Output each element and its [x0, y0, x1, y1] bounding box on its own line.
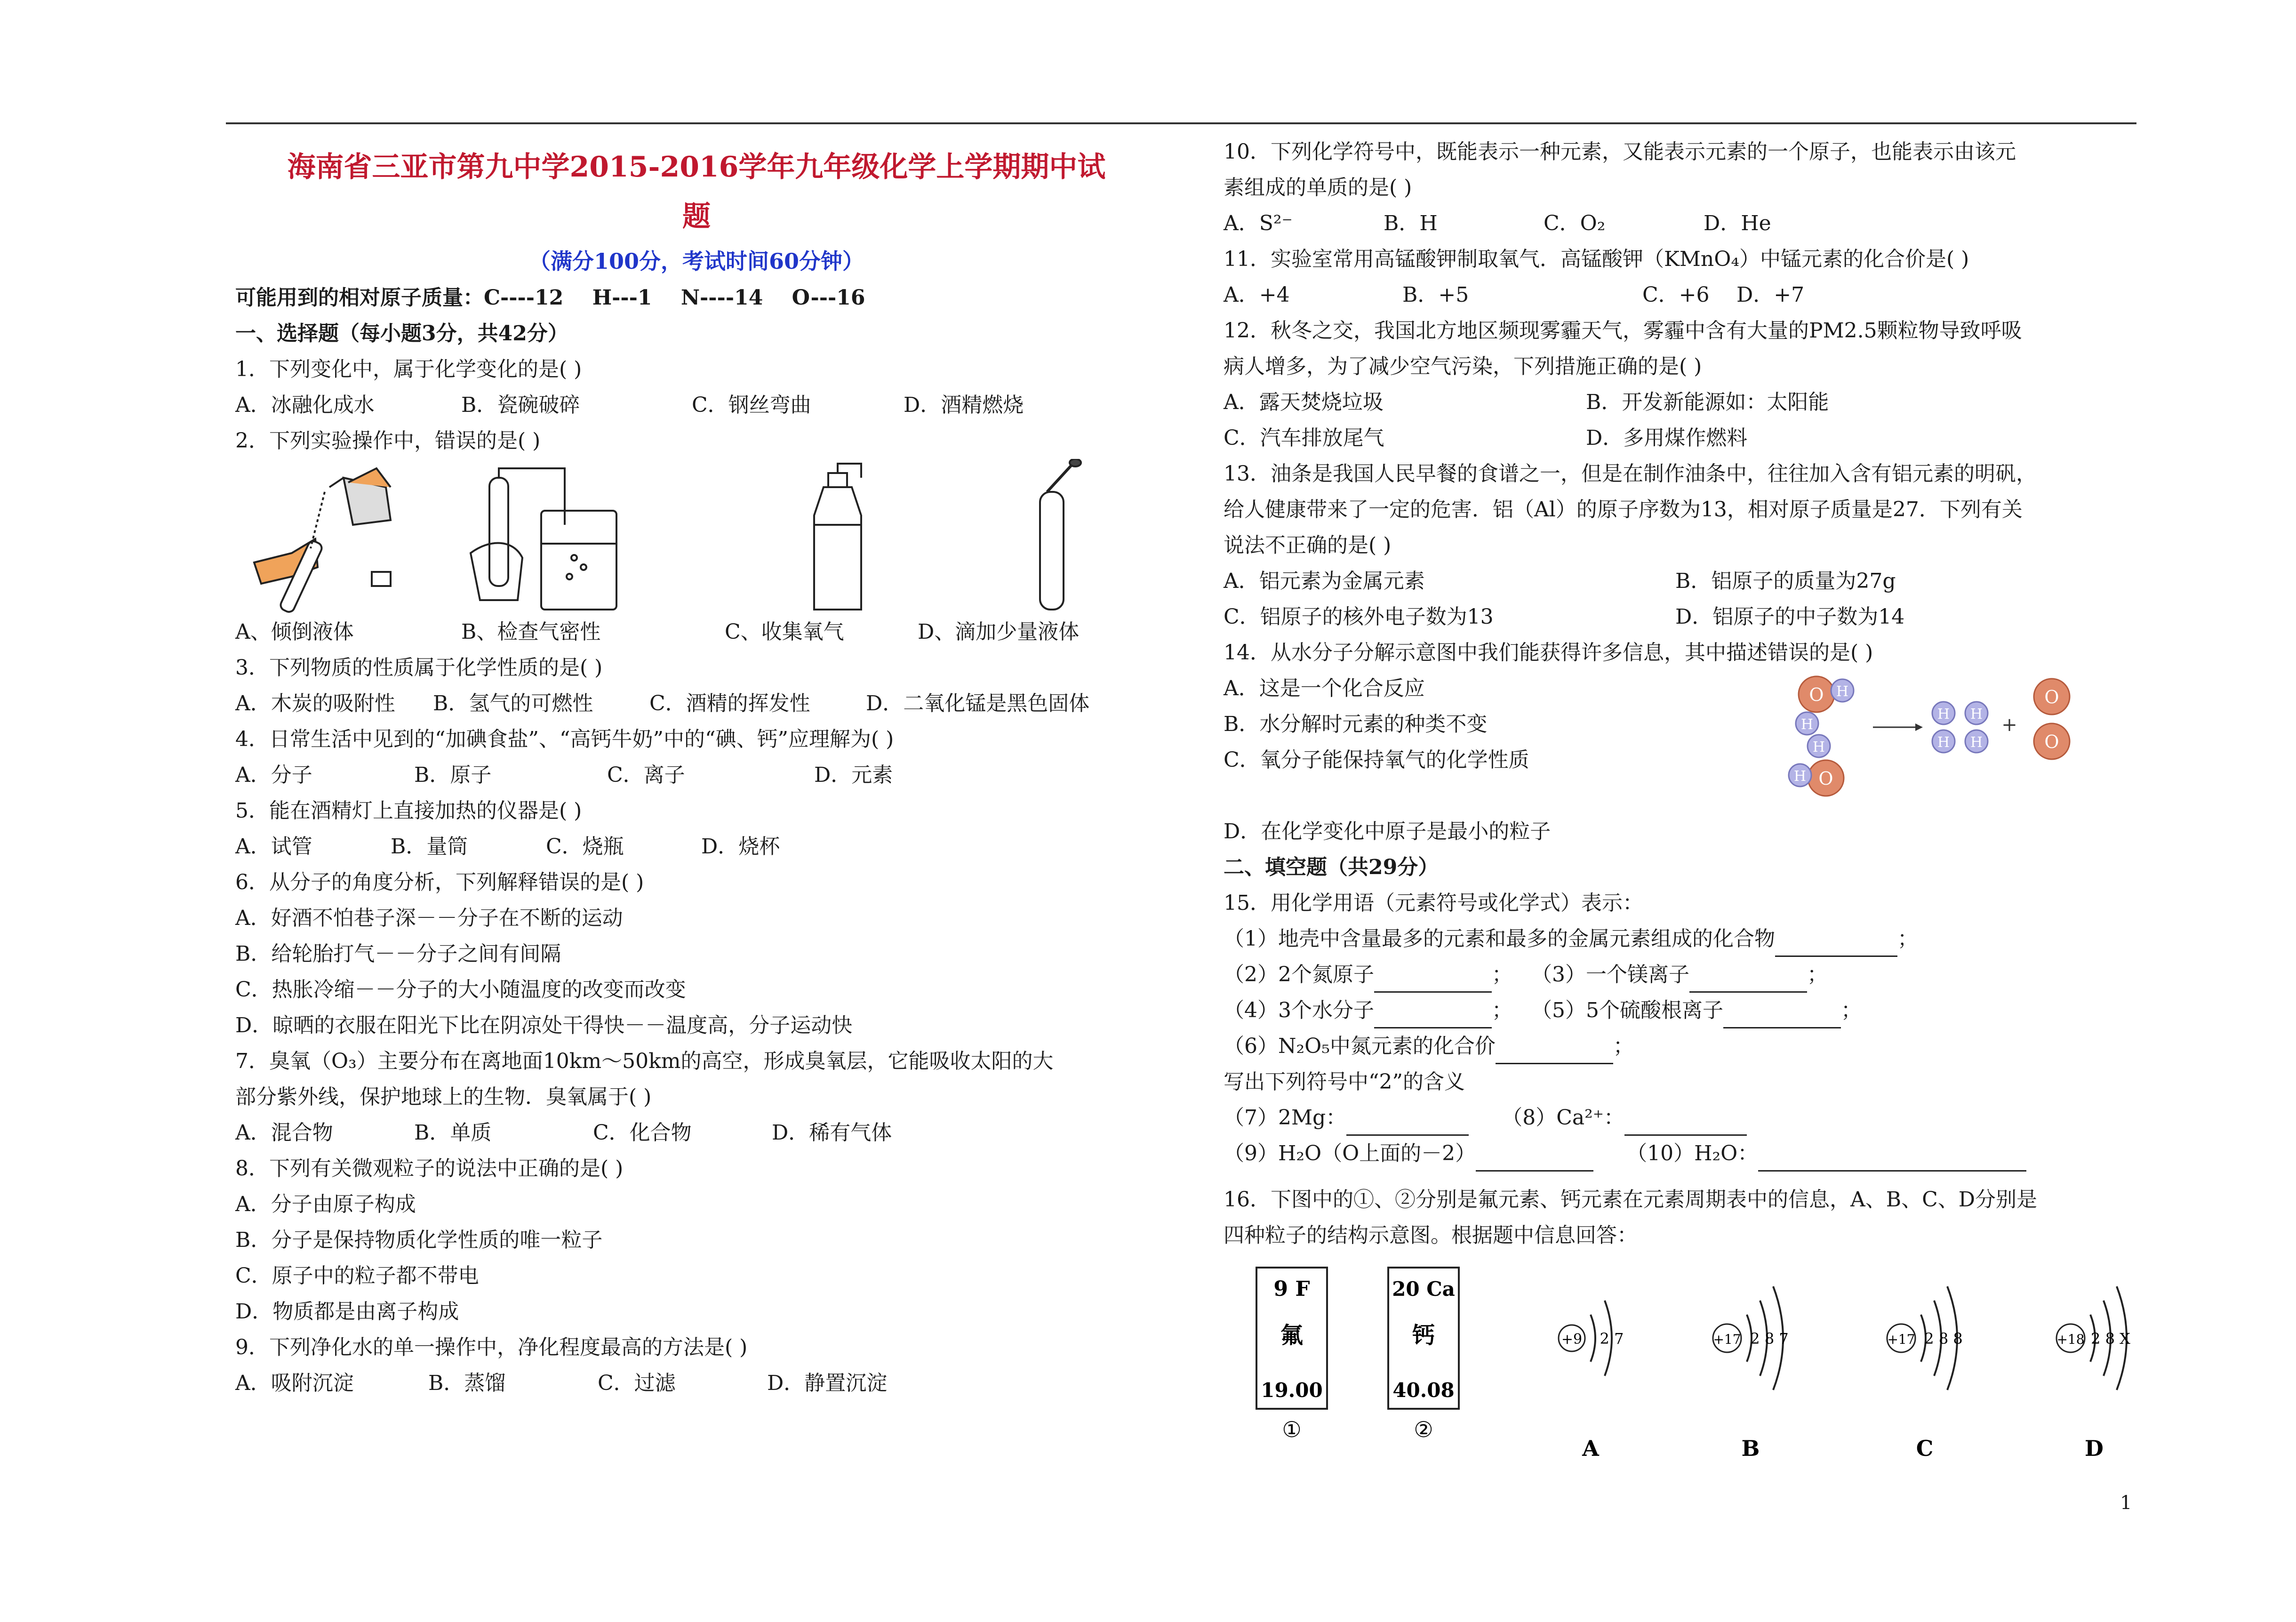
- option: D．在化学变化中原子是最小的粒子: [1224, 819, 1551, 843]
- option: C．热胀冷缩－－分子的大小随温度的改变而改变: [235, 978, 686, 1002]
- question-11: 11．实验室常用高锰酸钾制取氧气．高锰酸钾（KMnO₄）中锰元素的化合价是( ): [1224, 247, 1969, 271]
- question-16-cont: 四种粒子的结构示意图。根据题中信息回答：: [1224, 1223, 1638, 1247]
- element-mass: 19.00: [1261, 1379, 1323, 1402]
- option: C．钢丝弯曲: [692, 393, 811, 417]
- option: C．化合物: [593, 1121, 692, 1145]
- question-4: 4．日常生活中见到的“加碘食盐”、“高钙牛奶”中的“碘、钙”应理解为( ): [235, 727, 894, 751]
- prompt: （5）5个硫酸根离子: [1531, 998, 1723, 1022]
- atom-label: H: [1937, 706, 1950, 723]
- option: A．这是一个化合反应: [1224, 676, 1425, 700]
- question-5-options: [235, 829, 1158, 865]
- water-molecule: [1796, 676, 1854, 735]
- option: B．铝原子的质量为27g: [1675, 569, 1896, 593]
- question-2: 2．下列实验操作中，错误的是( ): [235, 429, 541, 453]
- option: B．氢气的可燃性: [433, 691, 593, 715]
- shell-electrons: 2 8 X: [2091, 1330, 2130, 1348]
- option: A．分子: [235, 763, 312, 787]
- nucleus-charge: +18: [2056, 1332, 2085, 1347]
- prompt: （2）2个氮原子: [1224, 963, 1374, 987]
- question-15-4-5: （4）3个水分子 ； （5）5个硫酸根离子 ；: [1224, 993, 2146, 1028]
- shell-electrons: 2 8 8: [1924, 1330, 1963, 1348]
- water-decomposition-diagram: [1779, 671, 2108, 812]
- nucleus-charge: +17: [1713, 1332, 1741, 1347]
- particle-b: [1713, 1286, 1789, 1461]
- question-10: 10．下列化学符号中，既能表示一种元素，又能表示元素的一个原子，也能表示由该元: [1224, 140, 2016, 164]
- question-15-6: （6）N₂O₅中氮元素的化合价 ；: [1224, 1028, 2146, 1064]
- reaction-arrow: [1873, 723, 1923, 731]
- question-3-options: [235, 686, 1158, 722]
- prompt: （10）H₂O：: [1626, 1141, 1759, 1165]
- option: B．量筒: [391, 835, 468, 859]
- atom-label: O: [2044, 687, 2059, 707]
- atom-label: H: [1812, 739, 1825, 755]
- option: B．蒸馏: [428, 1371, 506, 1395]
- option: D．稀有气体: [772, 1121, 892, 1145]
- atom-label: H: [1937, 734, 1950, 751]
- atom-label: H: [1800, 716, 1814, 733]
- answer-blank[interactable]: [1374, 968, 1492, 993]
- option: C．O₂: [1544, 211, 1606, 235]
- question-7: 7．臭氧（O₃）主要分布在离地面10km～50km的高空，形成臭氧层，它能吸收太阳的大: [235, 1049, 1054, 1073]
- exam-subtitle: （满分100分，考试时间60分钟）: [528, 249, 864, 274]
- answer-blank[interactable]: [1624, 1111, 1747, 1136]
- element-structure-diagram: [1224, 1263, 2146, 1461]
- atom-label: O: [2044, 731, 2059, 752]
- question-2-options: [235, 614, 1158, 650]
- option: B．H: [1384, 211, 1438, 235]
- right-column: [1224, 134, 2146, 1462]
- question-9: 9．下列净化水的单一操作中，净化程度最高的方法是( ): [235, 1335, 748, 1359]
- question-12-options-row2: [1224, 420, 2146, 456]
- section-heading-choice: 一、选择题（每小题3分，共42分）: [235, 321, 568, 345]
- option: C．汽车排放尾气: [1224, 426, 1384, 450]
- option: D．He: [1704, 211, 1771, 235]
- option: D．元素: [814, 763, 893, 787]
- option: C．酒精的挥发性: [649, 691, 810, 715]
- lab-operations-figure: [235, 459, 1158, 614]
- question-13-cont2: 说法不正确的是( ): [1224, 533, 1392, 557]
- option: C、收集氧气: [725, 620, 844, 644]
- question-7-options: [235, 1115, 1158, 1151]
- option: B．给轮胎打气－－分子之间有间隔: [235, 942, 561, 966]
- option: A．分子由原子构成: [235, 1192, 416, 1216]
- shell-electrons: 2 8 7: [1750, 1330, 1789, 1348]
- option: A．S²⁻: [1224, 211, 1293, 235]
- option: A．露天焚烧垃圾: [1224, 390, 1384, 414]
- option: A、倾倒液体: [235, 620, 354, 644]
- particle-label: D: [2085, 1436, 2104, 1461]
- oxygen-molecule: [2034, 679, 2070, 759]
- option: D．二氧化锰是黑色固体: [866, 691, 1090, 715]
- question-15-2-3: （2）2个氮原子 ； （3）一个镁离子 ；: [1224, 957, 2146, 993]
- answer-blank[interactable]: [1496, 1039, 1613, 1064]
- question-6: 6．从分子的角度分析，下列解释错误的是( ): [235, 870, 644, 894]
- option: A．冰融化成水: [235, 393, 375, 417]
- atom-label: H: [1836, 683, 1849, 700]
- question-13-options-row2: [1224, 599, 2146, 635]
- particle-label: A: [1582, 1436, 1599, 1461]
- option: C．离子: [607, 763, 685, 787]
- option: B、检查气密性: [461, 620, 601, 644]
- element-mass: 40.08: [1392, 1379, 1455, 1402]
- element-number-symbol: 9 F: [1273, 1277, 1310, 1301]
- option: C．烧瓶: [546, 835, 624, 859]
- atom-label: H: [1970, 706, 1983, 723]
- question-1-options: [235, 387, 1158, 423]
- option: C．原子中的粒子都不带电: [235, 1264, 479, 1288]
- answer-blank[interactable]: [1346, 1111, 1469, 1136]
- option: B．单质: [414, 1121, 492, 1145]
- question-10-options: [1224, 206, 2146, 241]
- nucleus-charge: +9: [1561, 1331, 1583, 1348]
- page-title-cont: 题: [682, 200, 711, 233]
- option: B．瓷碗破碎: [461, 393, 580, 417]
- prompt: （6）N₂O₅中氮元素的化合价: [1224, 1034, 1496, 1058]
- element-label: ②: [1414, 1417, 1433, 1442]
- option: D．烧杯: [701, 835, 780, 859]
- hydrogen-molecules: [1932, 702, 1988, 753]
- atomic-masses: 可能用到的相对原子质量：C----12 H---1 N----14 O---16: [235, 286, 865, 310]
- question-15: 15．用化学用语（元素符号或化学式）表示：: [1224, 891, 1643, 915]
- answer-blank[interactable]: [1689, 968, 1807, 993]
- left-column: [235, 134, 1158, 1401]
- option: D．静置沉淀: [767, 1371, 888, 1395]
- question-9-options: [235, 1365, 1158, 1401]
- question-4-options: [235, 757, 1158, 793]
- atom-label: O: [1818, 768, 1833, 789]
- gas-collection-figure: [814, 464, 861, 610]
- question-10-cont: 素组成的单质的是( ): [1224, 176, 1412, 200]
- prompt: （8）Ca²⁺：: [1502, 1106, 1624, 1130]
- option: A．混合物: [235, 1121, 333, 1145]
- option: A．铝元素为金属元素: [1224, 569, 1425, 593]
- question-8: 8．下列有关微观粒子的说法中正确的是( ): [235, 1156, 624, 1180]
- option: B．原子: [414, 763, 492, 787]
- answer-blank[interactable]: [1775, 932, 1897, 957]
- prompt: （9）H₂O（O上面的－2）: [1224, 1141, 1476, 1165]
- question-13-cont: 给人健康带来了一定的危害．铝（Al）的原子序数为13，相对原子质量是27．下列有关: [1224, 498, 2023, 522]
- answer-blank[interactable]: [1476, 1147, 1593, 1172]
- periodic-cell-calcium: [1388, 1268, 1459, 1442]
- prompt: （7）2Mg：: [1224, 1106, 1347, 1130]
- question-12: 12．秋冬之交，我国北方地区频现雾霾天气，雾霾中含有大量的PM2.5颗粒物导致呼吸: [1224, 319, 2022, 343]
- option: D．酒精燃烧: [904, 393, 1024, 417]
- prompt: （4）3个水分子: [1224, 998, 1374, 1022]
- element-label: ①: [1282, 1417, 1302, 1442]
- question-15-1: （1）地壳中含量最多的元素和最多的金属元素组成的化合物 ；: [1224, 921, 2146, 957]
- question-16: 16．下图中的①、②分别是氟元素、钙元素在元素周期表中的信息，A、B、C、D分别是: [1224, 1188, 2038, 1212]
- air-tightness-figure: [471, 468, 616, 610]
- option: B．分子是保持物质化学性质的唯一粒子: [235, 1228, 603, 1252]
- element-name: 钙: [1412, 1322, 1435, 1349]
- answer-blank[interactable]: [1758, 1147, 2026, 1172]
- plus-sign: +: [2001, 714, 2017, 736]
- header-rule: [226, 122, 2136, 124]
- question-15-7-8: [1224, 1100, 2146, 1136]
- option: A．吸附沉淀: [235, 1371, 354, 1395]
- periodic-cell-fluorine: [1256, 1268, 1327, 1442]
- question-14: 14．从水分子分解示意图中我们能获得许多信息，其中描述错误的是( ): [1224, 641, 1873, 665]
- option: D、滴加少量液体: [918, 620, 1080, 644]
- question-15-9-10: [1224, 1136, 2146, 1172]
- page-title: 海南省三亚市第九中学2015-2016学年九年级化学上学期期中试: [287, 151, 1106, 184]
- option: A．试管: [235, 835, 312, 859]
- option: D．+7: [1736, 283, 1805, 307]
- prompt: （3）一个镁离子: [1531, 963, 1689, 987]
- prompt: （1）地壳中含量最多的元素和最多的金属元素组成的化合物: [1224, 927, 1775, 951]
- page-number: 1: [2120, 1492, 2132, 1514]
- option: A．+4: [1224, 283, 1290, 307]
- answer-blank[interactable]: [1723, 1004, 1841, 1028]
- nucleus-charge: +17: [1887, 1332, 1915, 1347]
- question-14-block: [1224, 671, 2146, 814]
- option: D．物质都是由离子构成: [235, 1300, 459, 1324]
- option: D．多用煤作燃料: [1586, 426, 1748, 450]
- option: C．过滤: [598, 1371, 676, 1395]
- option: B．水分解时元素的种类不变: [1224, 712, 1488, 736]
- dropper-figure: [1040, 459, 1081, 610]
- option: D．晾晒的衣服在阳光下比在阴凉处干得快－－温度高，分子运动快: [235, 1013, 853, 1037]
- particle-a: [1559, 1301, 1624, 1461]
- question-7-cont: 部分紫外线，保护地球上的生物．臭氧属于( ): [235, 1085, 652, 1109]
- option: A．好酒不怕巷子深－－分子在不断的运动: [235, 906, 623, 930]
- element-name: 氟: [1280, 1322, 1304, 1349]
- question-1: 1．下列变化中，属于化学变化的是( ): [235, 357, 582, 381]
- question-13: 13．油条是我国人民早餐的食谱之一，但是在制作油条中，往往加入含有铝元素的明矾，: [1224, 462, 2037, 486]
- particle-label: C: [1916, 1436, 1934, 1461]
- particle-d: [2056, 1286, 2130, 1461]
- water-molecule: [1789, 735, 1844, 796]
- question-3: 3．下列物质的性质属于化学性质的是( ): [235, 656, 603, 680]
- question-11-options: [1224, 277, 2146, 313]
- q2-figures: [235, 459, 1158, 614]
- answer-blank[interactable]: [1374, 1004, 1492, 1028]
- option: A．木炭的吸附性: [235, 691, 395, 715]
- question-5: 5．能在酒精灯上直接加热的仪器是( ): [235, 799, 582, 823]
- option: B．开发新能源如：太阳能: [1586, 390, 1829, 414]
- particle-c: [1887, 1286, 1963, 1461]
- pouring-liquid-figure: [254, 468, 391, 614]
- option: C．+6: [1642, 283, 1710, 307]
- question-12-cont: 病人增多，为了减少空气污染，下列措施正确的是( ): [1224, 354, 1702, 378]
- shell-electrons: 2 7: [1600, 1330, 1624, 1348]
- option: C．铝原子的核外电子数为13: [1224, 605, 1494, 629]
- element-number-symbol: 20 Ca: [1392, 1277, 1455, 1301]
- question-12-options-row1: [1224, 385, 2146, 420]
- atom-label: O: [1809, 684, 1824, 705]
- question-13-options-row1: [1224, 563, 2146, 599]
- option: B．+5: [1402, 283, 1469, 307]
- section-heading-fill: 二、填空题（共29分）: [1224, 855, 1439, 879]
- option: C．氧分子能保持氧气的化学性质: [1224, 748, 1529, 772]
- question-15-meaning: 写出下列符号中“2”的含义: [1224, 1070, 1465, 1094]
- option: D．铝原子的中子数为14: [1675, 605, 1905, 629]
- atom-label: H: [1970, 734, 1983, 751]
- particle-label: B: [1741, 1436, 1760, 1461]
- atom-label: H: [1793, 768, 1807, 785]
